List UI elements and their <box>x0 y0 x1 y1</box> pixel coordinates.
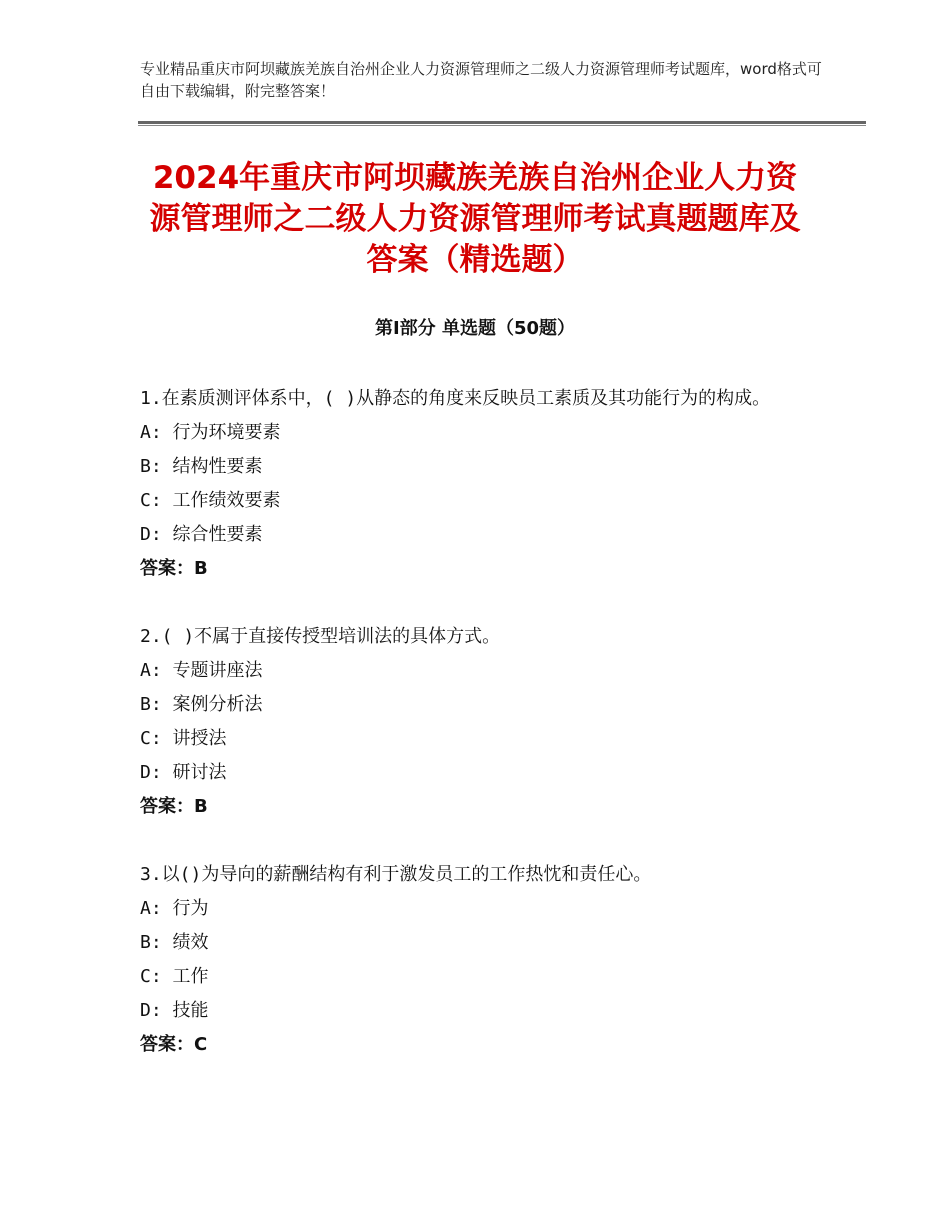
question-stem: 2.( )不属于直接传授型培训法的具体方式。 <box>140 626 501 647</box>
header-note: 专业精品重庆市阿坝藏族羌族自治州企业人力资源管理师之二级人力资源管理师考试题库，word格式可自由下载编辑，附完整答案！ <box>140 60 822 100</box>
question-1 <box>140 382 820 586</box>
option-b: B: 绩效 <box>140 932 209 953</box>
option-c: C: 讲授法 <box>140 728 227 749</box>
header-divider <box>138 121 866 126</box>
option-d: D: 研讨法 <box>140 762 227 783</box>
question-2 <box>140 620 820 824</box>
option-b: B: 结构性要素 <box>140 456 263 477</box>
question-list <box>140 382 820 1096</box>
option-d: D: 综合性要素 <box>140 524 263 545</box>
option-a: A: 行为 <box>140 898 209 919</box>
answer-line: 答案：B <box>140 558 208 579</box>
answer-line: 答案：C <box>140 1034 208 1055</box>
option-a: A: 行为环境要素 <box>140 422 281 443</box>
question-stem: 1.在素质测评体系中，( )从静态的角度来反映员工素质及其功能行为的构成。 <box>140 388 771 409</box>
question-stem: 3.以()为导向的薪酬结构有利于激发员工的工作热忱和责任心。 <box>140 864 652 885</box>
option-a: A: 专题讲座法 <box>140 660 263 681</box>
question-3 <box>140 858 820 1062</box>
option-c: C: 工作绩效要素 <box>140 490 281 511</box>
answer-line: 答案：B <box>140 796 208 817</box>
section-title: 第Ⅰ部分 单选题（50题） <box>374 318 575 339</box>
option-c: C: 工作 <box>140 966 209 987</box>
option-b: B: 案例分析法 <box>140 694 263 715</box>
option-d: D: 技能 <box>140 1000 209 1021</box>
page-title: 2024年重庆市阿坝藏族羌族自治州企业人力资源管理师之二级人力资源管理师考试真题题库及答案（精选题） <box>149 160 801 278</box>
